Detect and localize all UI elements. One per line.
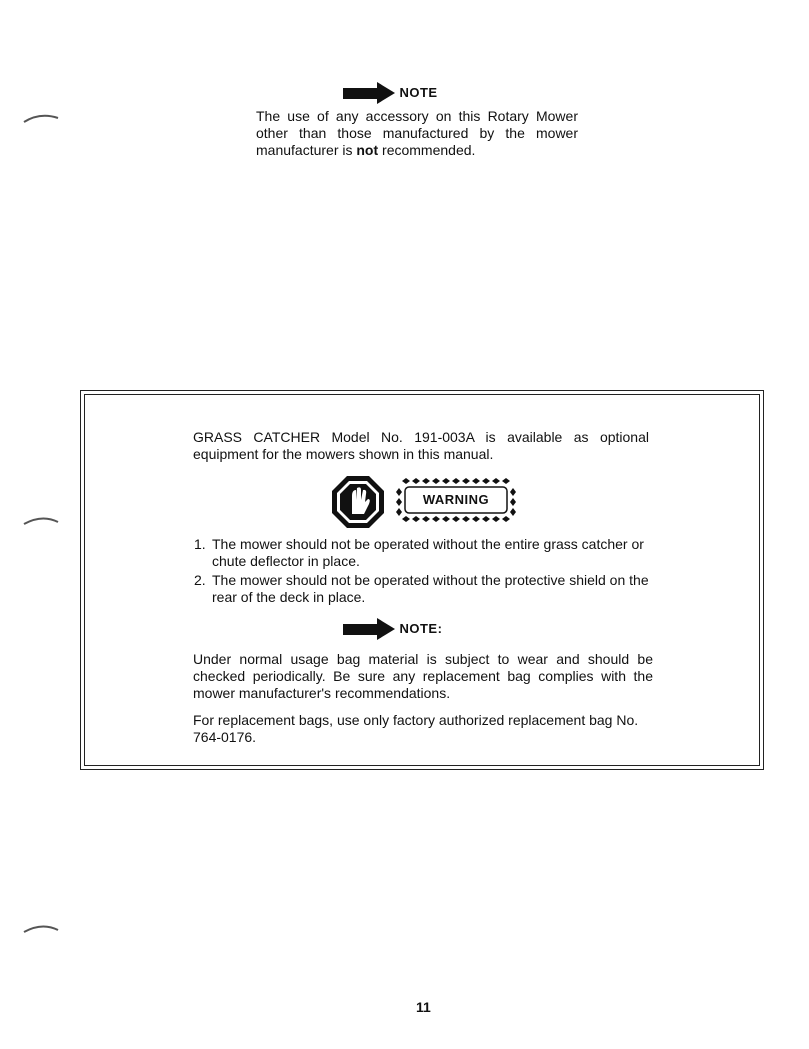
warning-item-2: 2. The mower should not be operated without the protective shield on the rear of the deck in place. xyxy=(194,572,649,605)
grass-catcher-intro: GRASS CATCHER Model No. 191-003A is available as optional equipment for the mowers shown in this manual. xyxy=(193,429,649,462)
stop-hand-icon xyxy=(330,474,386,530)
warning-graphic xyxy=(330,474,520,530)
box-note-text: Under normal usage bag material is subject to wear and should be checked periodically. Be sure any replacement bag complies with the mower manufacturer's recommendations. xyxy=(193,651,653,701)
page-number: 11 xyxy=(416,999,431,1015)
warning-item-1: 1. The mower should not be operated without the entire grass catcher or chute deflector in place. xyxy=(194,536,644,569)
scan-mark xyxy=(22,108,62,128)
top-note-heading xyxy=(343,82,438,104)
note-label: NOTE xyxy=(399,85,438,101)
scan-mark xyxy=(22,920,62,940)
arrow-right-icon xyxy=(343,82,395,104)
warning-label: WARNING xyxy=(422,492,490,507)
replacement-bag-text: For replacement bags, use only factory authorized replacement bag No. 764-0176. xyxy=(193,712,639,745)
top-note-text: The use of any accessory on this Rotary Mower other than those manufactured by the mower manufacturer is not recommended. xyxy=(256,108,578,158)
arrow-right-icon xyxy=(343,618,395,640)
box-note-heading xyxy=(343,618,442,640)
note-label: NOTE: xyxy=(399,621,443,637)
scan-mark xyxy=(22,512,62,532)
